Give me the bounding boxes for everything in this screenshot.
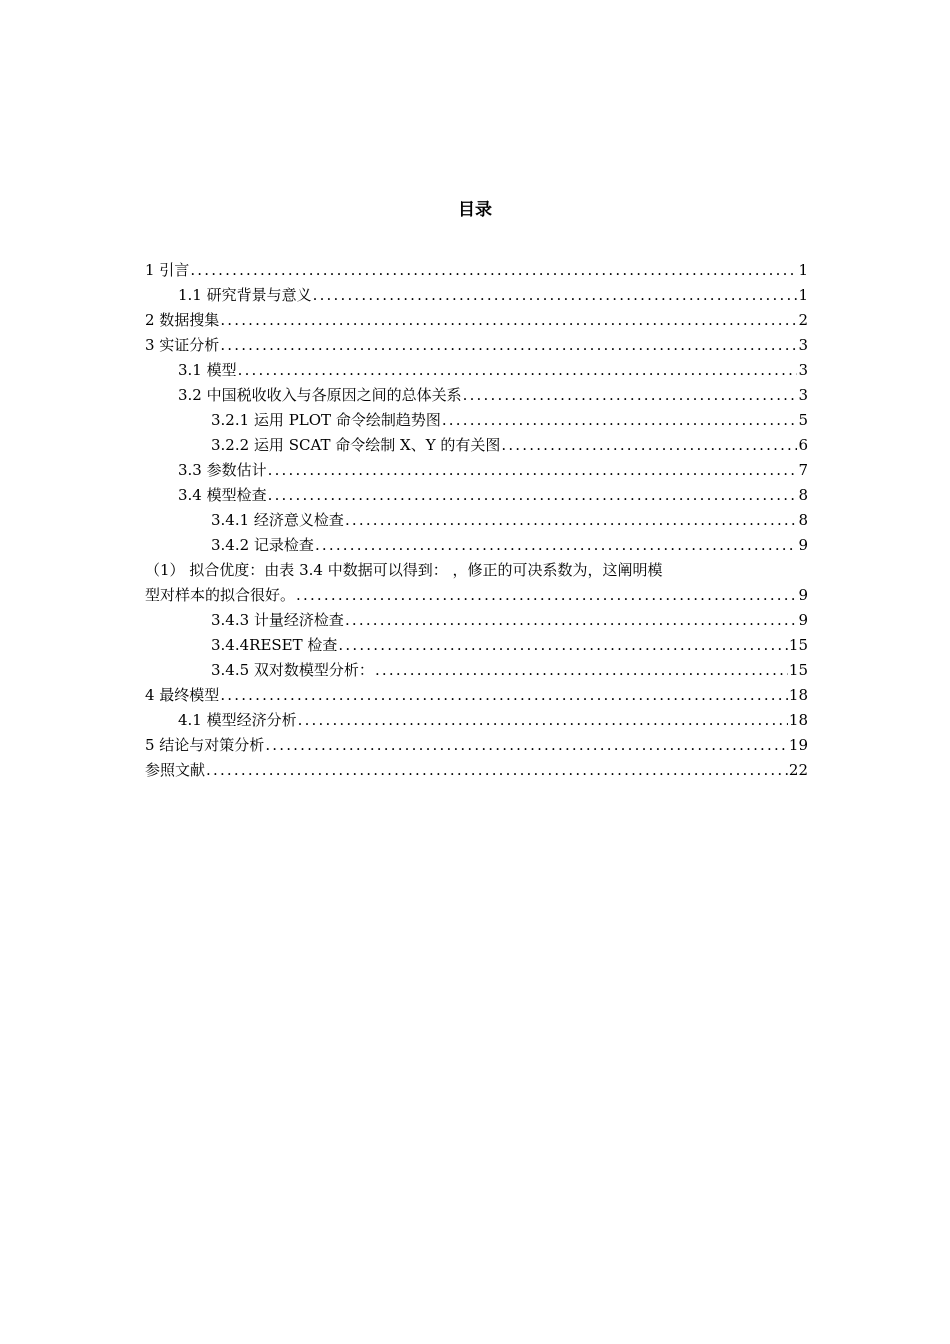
toc-entry-3-1[interactable]	[145, 358, 808, 383]
toc-page-number: 15	[788, 661, 808, 679]
toc-page-number: 1	[798, 261, 808, 279]
toc-entry-text: 参照文献	[145, 761, 206, 779]
toc-page-number: 19	[788, 736, 808, 754]
toc-entry-3-4[interactable]	[145, 483, 808, 508]
toc-entry-text: 3.4.2 记录检查	[211, 536, 314, 554]
toc-leader	[220, 333, 797, 358]
toc-entry-3-2-1[interactable]	[145, 408, 808, 433]
toc-entry-5[interactable]	[145, 733, 808, 758]
toc-entry-1[interactable]	[145, 258, 808, 283]
toc-entry-text: 3.4.5 双对数模型分析：	[211, 661, 374, 679]
toc-entry-text: 3.2.1 运用 PLOT 命令绘制趋势图	[211, 411, 441, 429]
toc-page-number: 2	[798, 311, 808, 329]
toc-entry-text: 3.1 模型	[178, 361, 237, 379]
toc-leader	[220, 308, 797, 333]
toc-page-number: 3	[798, 361, 808, 379]
toc-page-number: 3	[798, 336, 808, 354]
toc-page-number: 3	[798, 386, 808, 404]
toc-page-number: 6	[798, 436, 808, 454]
toc-leader	[268, 458, 798, 483]
toc-leader	[298, 708, 788, 733]
toc-paragraph-line-1[interactable]: （1） 拟合优度：由表 3.4 中数据可以得到： ，修正的可决系数为，这阐明模	[145, 561, 663, 579]
toc-entry-text: 5 结论与对策分析	[145, 736, 265, 754]
toc-entry-3-4-5[interactable]	[145, 658, 808, 683]
toc-entry-text: 3.4.1 经济意义检查	[211, 511, 344, 529]
toc-entry-text: 3.4 模型检查	[178, 486, 267, 504]
toc-page-number: 9	[798, 586, 808, 604]
toc-leader	[463, 383, 798, 408]
toc-page-number: 15	[788, 636, 808, 654]
toc-entry-text: 3.3 参数估计	[178, 461, 267, 479]
table-of-contents	[145, 258, 808, 783]
toc-entry-3-2-2[interactable]	[145, 433, 808, 458]
toc-entry-text: 3.4.3 计量经济检查	[211, 611, 344, 629]
toc-leader	[375, 658, 788, 683]
toc-entry-3[interactable]	[145, 333, 808, 358]
toc-leader	[345, 608, 798, 633]
toc-entry-text: 3.4.4RESET 检查	[211, 636, 338, 654]
toc-paragraph-line-2[interactable]	[145, 583, 808, 608]
toc-leader	[313, 283, 798, 308]
toc-entry-3-4-4[interactable]	[145, 633, 808, 658]
toc-entry-3-2[interactable]	[145, 383, 808, 408]
toc-entry-3-4-2[interactable]	[145, 533, 808, 558]
toc-entry-4[interactable]	[145, 683, 808, 708]
toc-leader	[315, 533, 798, 558]
toc-entry-text: 3.2.2 运用 SCAT 命令绘制 X、Y 的有关图	[211, 436, 501, 454]
toc-page-number: 5	[798, 411, 808, 429]
toc-entry-2[interactable]	[145, 308, 808, 333]
toc-entry-references[interactable]	[145, 758, 808, 783]
toc-page-number: 8	[798, 511, 808, 529]
toc-entry-text: 3.2 中国税收收入与各原因之间的总体关系	[178, 386, 462, 404]
toc-page-number: 1	[798, 286, 808, 304]
toc-leader	[265, 733, 788, 758]
toc-entry-text: 1.1 研究背景与意义	[178, 286, 312, 304]
toc-entry-text: 1 引言	[145, 261, 190, 279]
toc-page-number: 9	[798, 536, 808, 554]
toc-entry-1-1[interactable]	[145, 283, 808, 308]
toc-entry-text: 型对样本的拟合很好。	[145, 586, 296, 604]
toc-entry-3-4-1[interactable]	[145, 508, 808, 533]
toc-leader	[238, 358, 798, 383]
toc-entry-3-3[interactable]	[145, 458, 808, 483]
toc-page-number: 9	[798, 611, 808, 629]
toc-page-number: 22	[788, 761, 808, 779]
toc-leader	[206, 758, 788, 783]
toc-entry-text: 2 数据搜集	[145, 311, 220, 329]
toc-title: 目录	[458, 200, 492, 220]
toc-page-number: 7	[798, 461, 808, 479]
toc-entry-4-1[interactable]	[145, 708, 808, 733]
toc-entry-text: 3 实证分析	[145, 336, 220, 354]
toc-entry-text: 4 最终模型	[145, 686, 220, 704]
toc-leader	[442, 408, 798, 433]
toc-leader	[501, 433, 797, 458]
toc-leader	[220, 683, 788, 708]
toc-page-number: 8	[798, 486, 808, 504]
toc-leader	[190, 258, 797, 283]
toc-page-number: 18	[788, 711, 808, 729]
toc-leader	[296, 583, 797, 608]
toc-entry-text: 4.1 模型经济分析	[178, 711, 297, 729]
toc-leader	[268, 483, 798, 508]
toc-leader	[345, 508, 798, 533]
toc-leader	[338, 633, 787, 658]
toc-entry-3-4-3[interactable]	[145, 608, 808, 633]
toc-page-number: 18	[788, 686, 808, 704]
